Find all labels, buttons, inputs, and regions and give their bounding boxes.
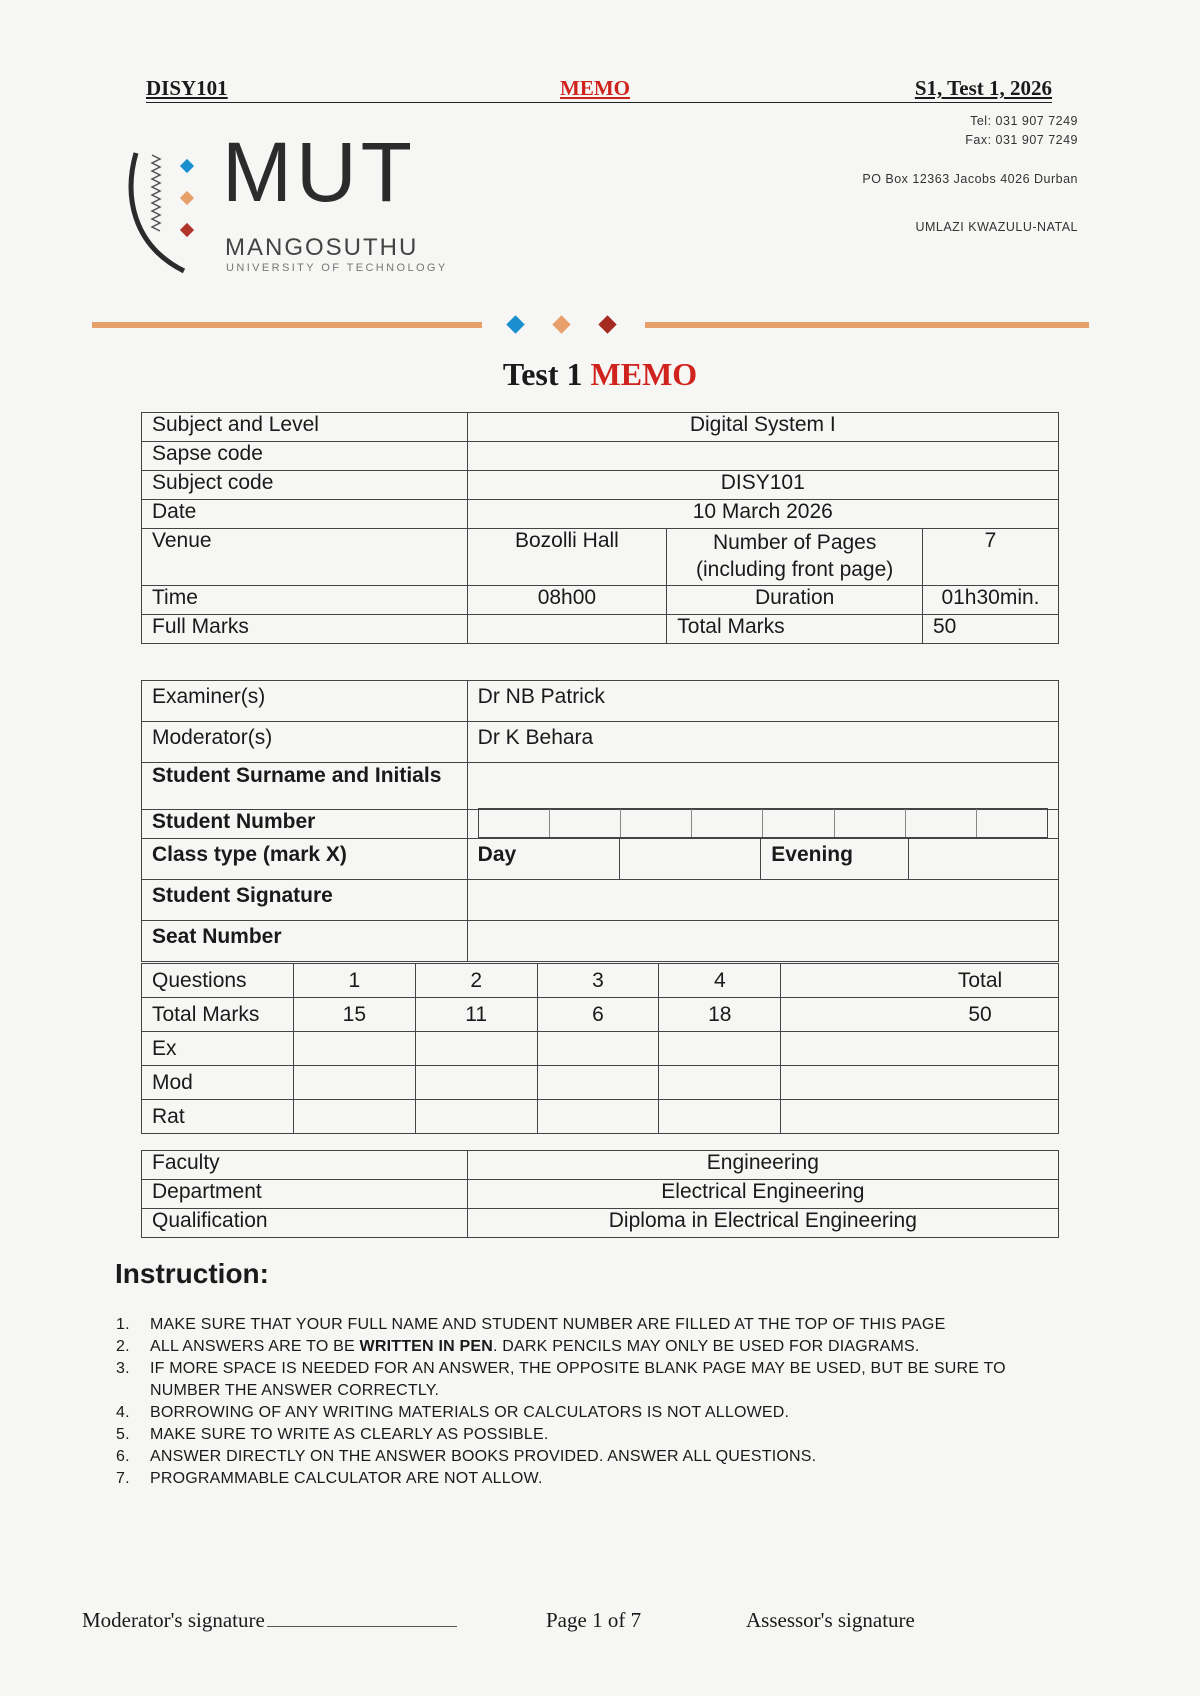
course-code: DISY101 (146, 76, 228, 100)
mark-cell[interactable] (415, 1100, 537, 1134)
duration-value: 01h30min. (923, 586, 1059, 615)
marks-table (141, 963, 1059, 1134)
questions-label: Questions (142, 964, 294, 998)
mark-cell[interactable] (537, 1032, 659, 1066)
sapse-value[interactable] (467, 442, 1058, 471)
mark-cell[interactable] (537, 1066, 659, 1100)
subject-code-label: Subject code (142, 471, 468, 500)
department-label: Department (142, 1180, 468, 1209)
instruction-item: 7. PROGRAMMABLE CALCULATOR ARE NOT ALLOW. (116, 1470, 543, 1487)
subject-level-label: Subject and Level (142, 413, 468, 442)
mark-cell[interactable] (537, 1100, 659, 1134)
logo-mut: MUT (222, 125, 416, 219)
instruction-item: 2. ALL ANSWERS ARE TO BE WRITTEN IN PEN. DARK PENCILS MAY ONLY BE USED FOR DIAGRAMS. (116, 1338, 920, 1355)
question-marks: 15 (293, 998, 415, 1032)
instruction-item: 3. IF MORE SPACE IS NEEDED FOR AN ANSWER, THE OPPOSITE BLANK PAGE MAY BE USED, BUT BE SURE TO NUMBER THE ANSWER CORRECTLY. (116, 1360, 1006, 1399)
ex-row-label: Ex (142, 1032, 294, 1066)
logo-emblem-icon (122, 145, 212, 275)
signature-field[interactable] (467, 880, 1058, 921)
moderator-value: Dr K Behara (467, 722, 1058, 763)
contact-tel: Tel: 031 907 7249 (970, 114, 1078, 128)
venue-value: Bozolli Hall (467, 529, 667, 586)
test-label: S1, Test 1, 2026 (914, 76, 1052, 100)
mark-cell[interactable] (293, 1100, 415, 1134)
full-marks-value[interactable] (467, 615, 667, 644)
question-number: 3 (537, 964, 659, 998)
student-number-field[interactable] (467, 810, 1058, 839)
qualification-label: Qualification (142, 1209, 468, 1238)
instruction-item: 4. BORROWING OF ANY WRITING MATERIALS OR CALCULATORS IS NOT ALLOWED. (116, 1404, 790, 1421)
moderator-signature-label: Moderator's signature (82, 1608, 457, 1633)
instruction-item: 5. MAKE SURE TO WRITE AS CLEARLY AS POSSIBLE. (116, 1426, 549, 1443)
title-prefix: Test 1 (502, 356, 583, 392)
question-number: 1 (293, 964, 415, 998)
seat-label: Seat Number (142, 921, 468, 962)
mark-cell[interactable] (659, 1066, 781, 1100)
instructions-heading: Instruction: (115, 1258, 269, 1289)
surname-label: Student Surname and Initials (142, 763, 468, 810)
marks-extra (781, 998, 1059, 1032)
qualification-value: Diploma in Electrical Engineering (467, 1209, 1058, 1238)
signature-label: Student Signature (142, 880, 468, 921)
date-value: 10 March 2026 (467, 500, 1058, 529)
time-label: Time (142, 586, 468, 615)
total-marks-label: Total Marks (667, 615, 923, 644)
mod-row-label: Mod (142, 1066, 294, 1100)
faculty-label: Faculty (142, 1151, 468, 1180)
mark-cell[interactable] (415, 1066, 537, 1100)
sapse-label: Sapse code (142, 442, 468, 471)
divider-diamonds-icon (500, 312, 630, 338)
question-marks: 6 (537, 998, 659, 1032)
question-marks: 11 (415, 998, 537, 1032)
day-label: Day (467, 839, 619, 880)
seat-field[interactable] (467, 921, 1058, 962)
instructions-list (116, 1314, 1076, 1490)
instruction-item: 6. ANSWER DIRECTLY ON THE ANSWER BOOKS PROVIDED. ANSWER ALL QUESTIONS. (116, 1448, 817, 1465)
student-number-boxes[interactable] (478, 808, 1048, 838)
question-number: 2 (415, 964, 537, 998)
mark-cell[interactable] (781, 1100, 1059, 1134)
time-value: 08h00 (467, 586, 667, 615)
total-marks-sum: 50 (968, 1002, 992, 1026)
date-label: Date (142, 500, 468, 529)
day-checkbox[interactable] (619, 839, 761, 880)
mark-cell[interactable] (659, 1100, 781, 1134)
moderator-label: Moderator(s) (142, 722, 468, 763)
mark-cell[interactable] (659, 1032, 781, 1066)
faculty-table (141, 1150, 1059, 1238)
pages-value: 7 (923, 529, 1059, 586)
examiner-label: Examiner(s) (142, 681, 468, 722)
question-extra (781, 964, 1059, 998)
evening-label: Evening (761, 839, 909, 880)
contact-po-box: PO Box 12363 Jacobs 4026 Durban (862, 172, 1078, 186)
divider-right (645, 322, 1089, 328)
pages-label: Number of Pages (including front page) (667, 529, 923, 586)
total-marks-value: 50 (923, 615, 1059, 644)
surname-field[interactable] (467, 763, 1058, 810)
assessor-signature-label: Assessor's signature (746, 1608, 915, 1632)
title-memo: MEMO (590, 356, 698, 392)
mark-cell[interactable] (781, 1066, 1059, 1100)
venue-label: Venue (142, 529, 468, 586)
logo-mangosuthu: MANGOSUTHU (225, 234, 419, 261)
mark-cell[interactable] (415, 1032, 537, 1066)
student-info-table (141, 680, 1059, 962)
header-line (146, 76, 1052, 103)
instruction-item: 1. MAKE SURE THAT YOUR FULL NAME AND STUDENT NUMBER ARE FILLED AT THE TOP OF THIS PAGE (116, 1316, 946, 1333)
total-header: Total (957, 968, 1003, 992)
page-number: Page 1 of 7 (546, 1608, 642, 1632)
rat-row-label: Rat (142, 1100, 294, 1134)
divider-left (92, 322, 482, 328)
question-number: 4 (659, 964, 781, 998)
faculty-value: Engineering (467, 1151, 1058, 1180)
subject-info-table (141, 412, 1059, 644)
page-title (0, 356, 1200, 393)
student-number-label: Student Number (142, 810, 468, 839)
mark-cell[interactable] (781, 1032, 1059, 1066)
logo-subtitle: UNIVERSITY OF TECHNOLOGY (226, 262, 448, 274)
question-marks: 18 (659, 998, 781, 1032)
class-type-label: Class type (mark X) (142, 839, 468, 880)
contact-fax: Fax: 031 907 7249 (965, 133, 1078, 147)
total-marks-row-label: Total Marks (142, 998, 294, 1032)
memo-label: MEMO (560, 76, 630, 100)
duration-label: Duration (667, 586, 923, 615)
subject-code-value: DISY101 (467, 471, 1058, 500)
evening-checkbox[interactable] (909, 839, 1059, 880)
examiner-value: Dr NB Patrick (467, 681, 1058, 722)
subject-level-value: Digital System I (467, 413, 1058, 442)
mark-cell[interactable] (293, 1032, 415, 1066)
mark-cell[interactable] (293, 1066, 415, 1100)
contact-region: UMLAZI KWAZULU-NATAL (915, 220, 1078, 234)
department-value: Electrical Engineering (467, 1180, 1058, 1209)
full-marks-label: Full Marks (142, 615, 468, 644)
